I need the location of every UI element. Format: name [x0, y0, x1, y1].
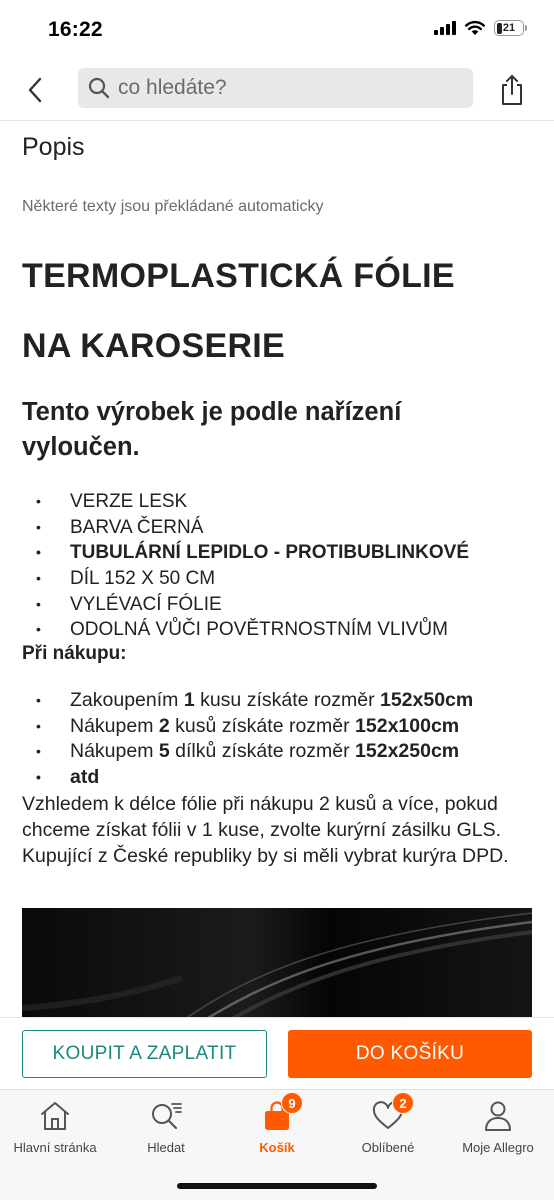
home-icon	[38, 1100, 72, 1132]
search-list-icon	[149, 1100, 183, 1132]
share-icon	[499, 74, 525, 106]
search-input[interactable]	[78, 68, 473, 108]
battery-icon	[494, 20, 524, 36]
tab-my-allegro[interactable]	[443, 1098, 553, 1162]
regulation-subheading: Tento výrobek je podle nařízení vyloučen.	[22, 398, 402, 461]
status-time: 16:22	[48, 18, 103, 41]
auto-translation-note: Některé texty jsou překládané automaticky	[22, 198, 324, 215]
tab-home[interactable]	[0, 1098, 110, 1162]
list-item: • Nákupem 2 kusů získáte rozměr 152x100cm	[36, 714, 460, 737]
search-icon	[88, 77, 110, 99]
tab-label: Oblíbené	[361, 1140, 415, 1155]
status-icons	[434, 20, 524, 36]
list-item: • Zakoupením 1 kusu získáte rozměr 152x50cm	[36, 689, 474, 711]
signal-icon	[434, 21, 456, 35]
list-item: • DÍL 152 X 50 CM	[36, 568, 216, 590]
tab-label: Hlavní stránka	[13, 1140, 97, 1155]
buy-now-button[interactable]: KOUPIT A ZAPLATIT	[22, 1030, 267, 1078]
list-item: • VYLÉVACÍ FÓLIE	[36, 593, 222, 615]
tab-label: Moje Allegro	[462, 1140, 534, 1155]
user-icon	[481, 1100, 515, 1132]
description-content	[22, 121, 537, 1017]
status-bar	[0, 0, 554, 60]
battery-level: 21	[502, 22, 516, 34]
list-item: • TUBULÁRNÍ LEPIDLO - PROTIBUBLINKOVÉ	[36, 542, 469, 564]
list-item: • BARVA ČERNÁ	[36, 516, 204, 538]
add-to-cart-button[interactable]: DO KOŠÍKU	[288, 1030, 532, 1078]
search-placeholder: co hledáte?	[118, 76, 227, 99]
list-item: • VERZE LESK	[36, 491, 188, 512]
home-indicator	[177, 1183, 377, 1189]
product-heading-line2: NA KAROSERIE	[22, 327, 286, 365]
cart-badge: 9	[281, 1092, 303, 1114]
action-bar	[0, 1017, 554, 1089]
tab-cart[interactable]	[222, 1095, 332, 1162]
tab-favorites[interactable]	[333, 1095, 443, 1162]
purchase-list	[22, 688, 473, 791]
tab-search[interactable]	[111, 1098, 221, 1162]
share-button[interactable]	[492, 68, 532, 112]
tab-label: Košík	[259, 1140, 295, 1155]
product-heading-line1: TERMOPLASTICKÁ FÓLIE	[22, 257, 455, 295]
tab-label: Hledat	[147, 1140, 185, 1155]
list-item: • Nákupem 5 dílků získáte rozměr 152x250cm	[36, 740, 460, 763]
list-item: • atd	[36, 766, 100, 789]
chevron-left-icon	[27, 77, 43, 103]
top-nav	[0, 60, 554, 120]
back-button[interactable]	[18, 70, 52, 110]
favorites-badge: 2	[392, 1092, 414, 1114]
section-title: Popis	[22, 133, 85, 161]
product-image	[22, 908, 532, 1017]
list-item: • ODOLNÁ VŮČI POVĚTRNOSTNÍM VLIVŮM	[36, 619, 448, 641]
purchase-title: Při nákupu:	[22, 643, 127, 664]
wifi-icon	[464, 20, 486, 36]
feature-list	[22, 489, 469, 643]
shipping-paragraph: Vzhledem k délce fólie při nákupu 2 kusů a více, pokud chceme získat fólii v 1 kuse, zvolte kurýrní zásilku GLS. Kupující z České republiky by si měli vybrat kurýra DPD.	[22, 793, 509, 867]
